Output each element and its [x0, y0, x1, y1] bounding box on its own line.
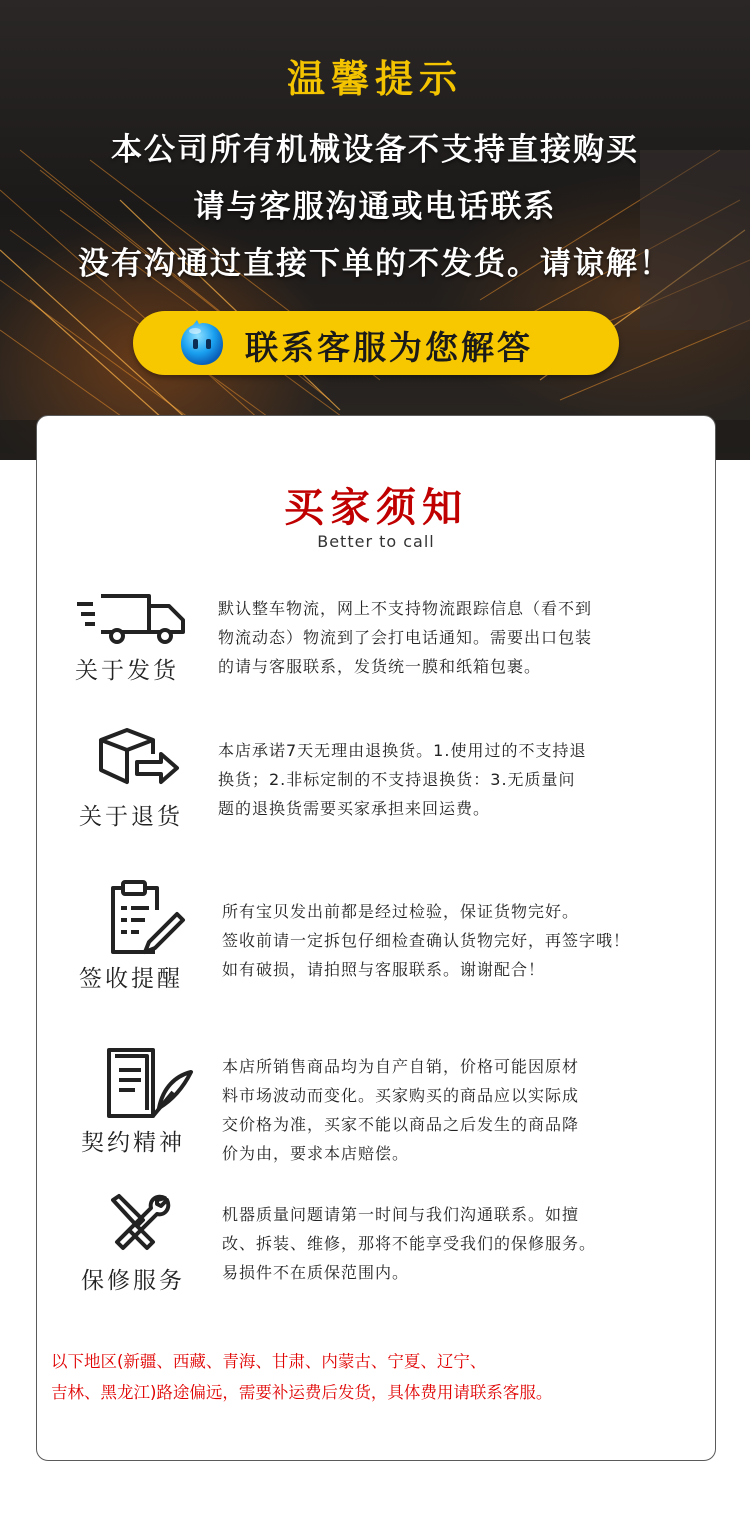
repair-tools-icon: [107, 1192, 173, 1254]
contact-customer-service-button[interactable]: [133, 311, 619, 375]
text-sign-reminder: [222, 897, 630, 984]
remote-area-notice: [51, 1346, 711, 1408]
text-contract: [222, 1052, 579, 1168]
text-line: 易损件不在质保范围内。: [222, 1263, 410, 1282]
buyer-notice-card: [36, 415, 716, 1461]
text-line: 交价格为准，买家不能以商品之后发生的商品降: [222, 1115, 580, 1134]
text-warranty: [222, 1200, 596, 1287]
card-subtitle: Better to call: [317, 532, 435, 551]
label-contract: 契约精神: [81, 1130, 185, 1156]
banner-line-1: 本公司所有机械设备不支持直接购买: [111, 132, 639, 168]
text-line: 物流动态）物流到了会打电话通知。需要出口包装: [218, 628, 593, 647]
label-returns: 关于退货: [79, 804, 183, 830]
clipboard-pen-icon: [105, 880, 189, 956]
contract-quill-icon: [103, 1046, 197, 1120]
box-return-icon: [97, 726, 181, 786]
text-line: 签收前请一定拆包仔细检查确认货物完好，再签字哦！: [222, 931, 631, 950]
card-title: 买家须知: [284, 485, 468, 531]
text-line: 改、拆装、维修，那将不能享受我们的保修服务。: [222, 1234, 597, 1253]
text-line: 换货；2.非标定制的不支持退换货：3.无质量问: [218, 770, 576, 789]
customer-service-bubble-icon: [177, 319, 227, 369]
text-line: 所有宝贝发出前都是经过检验，保证货物完好。: [222, 902, 580, 921]
label-warranty: 保修服务: [81, 1268, 185, 1294]
notice-line: 以下地区(新疆、西藏、青海、甘肃、内蒙古、宁夏、辽宁、: [51, 1352, 487, 1371]
text-line: 本店承诺7天无理由退换货。1.使用过的不支持退: [218, 741, 587, 760]
text-shipping: [218, 594, 592, 681]
banner-line-3: 没有沟通过直接下单的不发货。请谅解！: [78, 246, 672, 282]
banner-title: 温馨提示: [286, 57, 463, 101]
delivery-truck-icon: [77, 592, 189, 646]
text-line: 机器质量问题请第一时间与我们沟通联系。如擅: [222, 1205, 580, 1224]
cta-label: 联系客服为您解答: [245, 328, 533, 367]
text-line: 的请与客服联系，发货统一膜和纸箱包裹。: [218, 657, 542, 676]
text-returns: [218, 736, 586, 823]
text-line: 料市场波动而变化。买家购买的商品应以实际成: [222, 1086, 580, 1105]
label-shipping: 关于发货: [75, 658, 179, 684]
text-line: 默认整车物流，网上不支持物流跟踪信息（看不到: [218, 599, 593, 618]
banner-line-2: 请与客服沟通或电话联系: [193, 189, 557, 225]
text-line: 本店所销售商品均为自产自销，价格可能因原材: [222, 1057, 580, 1076]
text-line: 如有破损，请拍照与客服联系。谢谢配合！: [222, 960, 546, 979]
label-sign-reminder: 签收提醒: [79, 966, 183, 992]
text-line: 题的退换货需要买家承担来回运费。: [218, 799, 491, 818]
hero-banner: [0, 0, 750, 460]
text-line: 价为由，要求本店赔偿。: [222, 1144, 410, 1163]
notice-line: 吉林、黑龙江)路途偏远，需要补运费后发货，具体费用请联系客服。: [51, 1383, 553, 1402]
